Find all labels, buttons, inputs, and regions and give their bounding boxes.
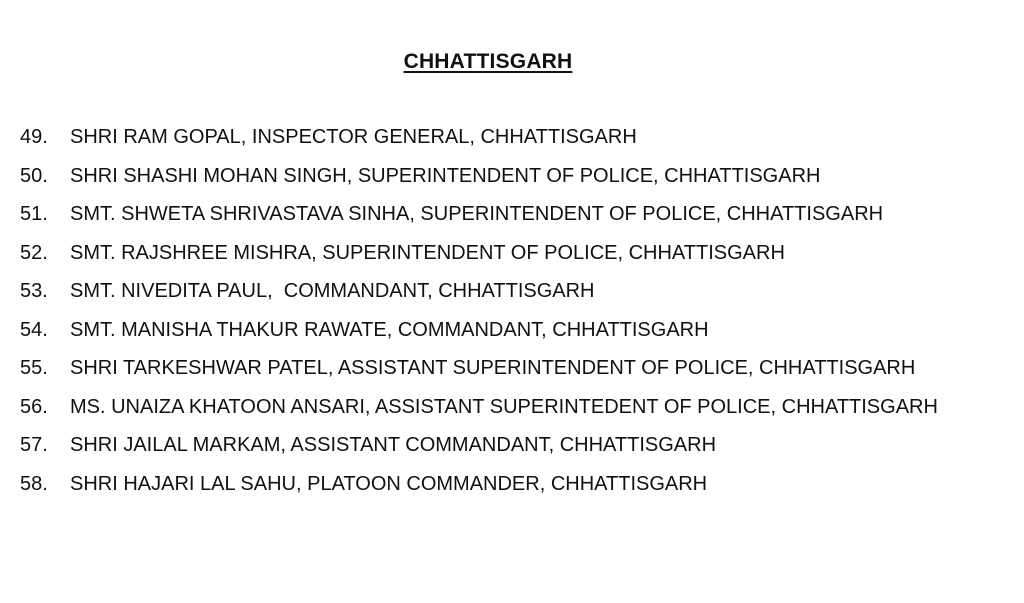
awardee-list	[20, 118, 972, 503]
item-number: 51.	[20, 203, 48, 225]
list-item	[20, 118, 972, 157]
item-number: 56.	[20, 395, 48, 418]
list-item	[20, 311, 972, 350]
item-text: SHRI JAILAL MARKAM, ASSISTANT COMMANDANT, CHHATTISGARH	[70, 434, 717, 456]
item-number: 57.	[20, 434, 48, 456]
item-number: 54.	[20, 318, 48, 341]
item-number: 49.	[20, 126, 48, 148]
list-item	[20, 388, 972, 427]
item-number: 55.	[20, 357, 48, 379]
item-text: SMT. RAJSHREE MISHRA, SUPERINTENDENT OF POLICE, CHHATTISGARH	[70, 241, 785, 264]
item-text: SMT. NIVEDITA PAUL, COMMANDANT, CHHATTISGARH	[70, 280, 595, 302]
list-item	[20, 272, 972, 311]
item-text: SMT. SHWETA SHRIVASTAVA SINHA, SUPERINTENDENT OF POLICE, CHHATTISGARH	[70, 203, 884, 225]
item-number: 53.	[20, 280, 48, 302]
list-item	[20, 426, 972, 465]
item-text: SMT. MANISHA THAKUR RAWATE, COMMANDANT, CHHATTISGARH	[70, 318, 709, 341]
item-number: 52.	[20, 241, 48, 264]
item-text: SHRI HAJARI LAL SAHU, PLATOON COMMANDER, CHHATTISGARH	[70, 472, 708, 495]
list-item	[20, 465, 972, 504]
item-text: SHRI RAM GOPAL, INSPECTOR GENERAL, CHHATTISGARH	[70, 126, 637, 148]
list-item	[20, 234, 972, 273]
list-item	[20, 157, 972, 196]
item-text: SHRI TARKESHWAR PATEL, ASSISTANT SUPERINTENDENT OF POLICE, CHHATTISGARH	[70, 357, 916, 379]
item-text: MS. UNAIZA KHATOON ANSARI, ASSISTANT SUPERINTEDENT OF POLICE, CHHATTISGARH	[70, 395, 938, 418]
list-item	[20, 195, 972, 234]
list-item	[20, 349, 972, 388]
item-text: SHRI SHASHI MOHAN SINGH, SUPERINTENDENT OF POLICE, CHHATTISGARH	[70, 164, 821, 187]
item-number: 58.	[20, 472, 48, 495]
item-number: 50.	[20, 164, 48, 187]
document-heading: CHHATTISGARH	[403, 50, 573, 73]
